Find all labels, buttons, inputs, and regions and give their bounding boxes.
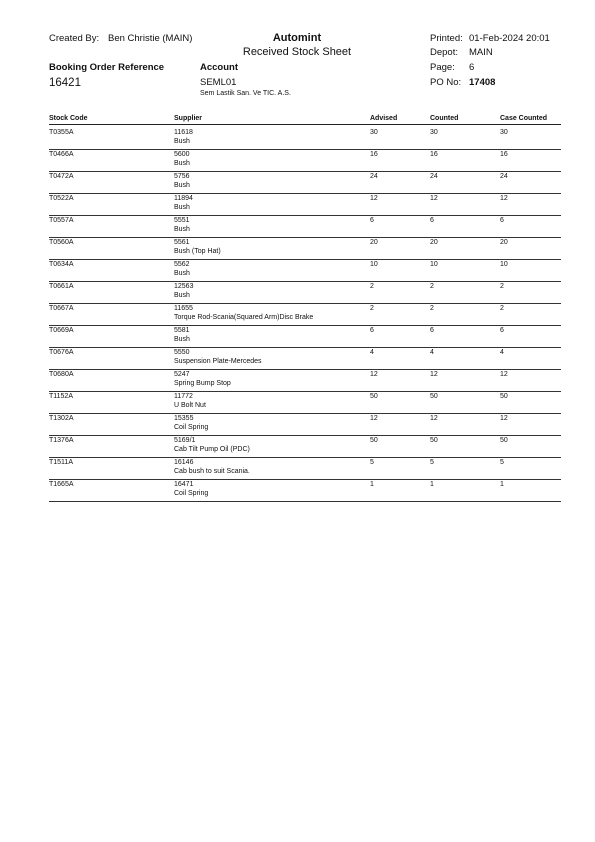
stock-code-cell: T1302A — [49, 415, 74, 422]
description-cell: Torque Rod-Scania(Squared Arm)Disc Brake — [174, 314, 314, 321]
description-cell: Bush — [174, 292, 190, 299]
table-row — [49, 194, 561, 216]
counted-cell: 50 — [430, 393, 438, 400]
advised-cell: 50 — [370, 393, 378, 400]
case-counted-cell: 2 — [500, 283, 504, 290]
table-row — [49, 128, 561, 150]
case-counted-cell: 12 — [500, 371, 508, 378]
supplier-code-cell: 5600 — [174, 151, 190, 158]
supplier-code-cell: 16471 — [174, 481, 194, 488]
supplier-code-cell: 15355 — [174, 415, 194, 422]
table-row — [49, 458, 561, 480]
booking-ref-label: Booking Order Reference — [49, 62, 165, 73]
advised-cell: 20 — [370, 239, 378, 246]
case-counted-cell: 10 — [500, 261, 508, 268]
counted-cell: 5 — [430, 459, 434, 466]
page-value: 6 — [469, 62, 475, 73]
advised-cell: 6 — [370, 217, 374, 224]
advised-cell: 24 — [370, 173, 378, 180]
supplier-code-cell: 11618 — [174, 129, 193, 136]
description-cell: Bush (Top Hat) — [174, 248, 221, 255]
account-code: SEML01 — [200, 77, 237, 88]
counted-cell: 50 — [430, 437, 438, 444]
stock-code-cell: T0466A — [49, 151, 74, 158]
counted-cell: 2 — [430, 305, 434, 312]
booking-ref-value: 16421 — [49, 77, 81, 89]
printed-value: 01-Feb-2024 20:01 — [469, 33, 550, 44]
table-row — [49, 172, 561, 194]
stock-code-cell: T0634A — [49, 261, 74, 268]
table-row — [49, 414, 561, 436]
supplier-code-cell: 5169/1 — [174, 437, 196, 444]
case-counted-cell: 6 — [500, 217, 504, 224]
case-counted-cell: 50 — [500, 437, 508, 444]
description-cell: Suspension Plate-Mercedes — [174, 358, 262, 365]
advised-cell: 12 — [370, 415, 378, 422]
counted-cell: 2 — [430, 283, 434, 290]
description-cell: U Bolt Nut — [174, 402, 206, 409]
table-row — [49, 436, 561, 458]
case-counted-cell: 12 — [500, 195, 508, 202]
stock-code-cell: T1152A — [49, 393, 73, 400]
stock-code-cell: T0522A — [49, 195, 74, 202]
stock-code-cell: T0669A — [49, 327, 74, 334]
counted-cell: 30 — [430, 129, 438, 136]
sheet-title: Received Stock Sheet — [242, 46, 352, 58]
table-row — [49, 348, 561, 370]
col-case-counted: Case Counted — [500, 115, 548, 122]
table-row — [49, 260, 561, 282]
advised-cell: 16 — [370, 151, 378, 158]
supplier-code-cell: 11772 — [174, 393, 193, 400]
created-by-value: Ben Christie (MAIN) — [108, 33, 193, 44]
case-counted-cell: 24 — [500, 173, 508, 180]
description-cell: Bush — [174, 138, 190, 145]
supplier-code-cell: 5550 — [174, 349, 190, 356]
table-row — [49, 392, 561, 414]
supplier-code-cell: 11655 — [174, 305, 193, 312]
supplier-code-cell: 12563 — [174, 283, 194, 290]
col-stock-code: Stock Code — [49, 115, 88, 122]
po-label: PO No: — [430, 77, 462, 88]
counted-cell: 10 — [430, 261, 438, 268]
description-cell: Bush — [174, 226, 190, 233]
stock-code-cell: T0472A — [49, 173, 74, 180]
row-divider — [49, 501, 561, 502]
description-cell: Spring Bump Stop — [174, 380, 231, 387]
case-counted-cell: 12 — [500, 415, 508, 422]
stock-code-cell: T0661A — [49, 283, 74, 290]
description-cell: Bush — [174, 336, 190, 343]
counted-cell: 24 — [430, 173, 438, 180]
advised-cell: 4 — [370, 349, 374, 356]
col-supplier: Supplier — [174, 115, 203, 122]
case-counted-cell: 4 — [500, 349, 504, 356]
counted-cell: 16 — [430, 151, 438, 158]
case-counted-cell: 50 — [500, 393, 508, 400]
header-divider — [49, 124, 561, 125]
advised-cell: 12 — [370, 195, 378, 202]
advised-cell: 12 — [370, 371, 378, 378]
supplier-code-cell: 5756 — [174, 173, 190, 180]
case-counted-cell: 16 — [500, 151, 508, 158]
case-counted-cell: 2 — [500, 305, 504, 312]
account-name: Sem Lastik San. Ve TIC. A.S. — [200, 90, 291, 97]
case-counted-cell: 5 — [500, 459, 504, 466]
supplier-code-cell: 5247 — [174, 371, 190, 378]
description-cell: Bush — [174, 160, 190, 167]
advised-cell: 30 — [370, 129, 378, 136]
counted-cell: 1 — [430, 481, 434, 488]
stock-code-cell: T0355A — [49, 129, 74, 136]
case-counted-cell: 1 — [500, 481, 504, 488]
counted-cell: 4 — [430, 349, 434, 356]
supplier-code-cell: 5581 — [174, 327, 190, 334]
printed-label: Printed: — [430, 33, 463, 44]
depot-value: MAIN — [469, 47, 493, 58]
stock-code-cell: T0676A — [49, 349, 74, 356]
po-value: 17408 — [469, 77, 496, 88]
supplier-code-cell: 5561 — [174, 239, 190, 246]
table-row — [49, 238, 561, 260]
description-cell: Cab bush to suit Scania. — [174, 468, 250, 475]
table-row — [49, 370, 561, 392]
description-cell: Bush — [174, 270, 190, 277]
case-counted-cell: 20 — [500, 239, 508, 246]
depot-label: Depot: — [430, 47, 458, 58]
description-cell: Bush — [174, 204, 190, 211]
counted-cell: 12 — [430, 415, 438, 422]
supplier-code-cell: 11894 — [174, 195, 193, 202]
supplier-code-cell: 16146 — [174, 459, 194, 466]
table-row — [49, 480, 561, 502]
description-cell: Coil Spring — [174, 490, 209, 497]
case-counted-cell: 6 — [500, 327, 504, 334]
advised-cell: 50 — [370, 437, 378, 444]
stock-code-cell: T0557A — [49, 217, 74, 224]
description-cell: Bush — [174, 182, 190, 189]
stock-code-cell: T0560A — [49, 239, 74, 246]
counted-cell: 12 — [430, 195, 438, 202]
advised-cell: 10 — [370, 261, 378, 268]
advised-cell: 5 — [370, 459, 374, 466]
stock-code-cell: T0680A — [49, 371, 74, 378]
supplier-code-cell: 5551 — [174, 217, 190, 224]
advised-cell: 6 — [370, 327, 374, 334]
case-counted-cell: 30 — [500, 129, 508, 136]
counted-cell: 12 — [430, 371, 438, 378]
counted-cell: 20 — [430, 239, 438, 246]
table-row — [49, 326, 561, 348]
table-row — [49, 216, 561, 238]
description-cell: Cab Tilt Pump Oil (PDC) — [174, 446, 250, 453]
counted-cell: 6 — [430, 217, 434, 224]
advised-cell: 2 — [370, 283, 374, 290]
stock-code-cell: T1665A — [49, 481, 74, 488]
advised-cell: 2 — [370, 305, 374, 312]
table-row — [49, 150, 561, 172]
advised-cell: 1 — [370, 481, 374, 488]
col-advised: Advised — [370, 115, 398, 122]
table-row — [49, 304, 561, 326]
created-by-label: Created By: — [49, 33, 100, 44]
page-label: Page: — [430, 62, 455, 73]
counted-cell: 6 — [430, 327, 434, 334]
description-cell: Coil Spring — [174, 424, 209, 431]
stock-code-cell: T1511A — [49, 459, 73, 466]
company-name: Automint — [272, 32, 322, 44]
stock-code-cell: T0667A — [49, 305, 74, 312]
account-label: Account — [200, 62, 238, 73]
col-counted: Counted — [430, 115, 459, 122]
stock-code-cell: T1376A — [49, 437, 74, 444]
table-row — [49, 282, 561, 304]
supplier-code-cell: 5562 — [174, 261, 190, 268]
